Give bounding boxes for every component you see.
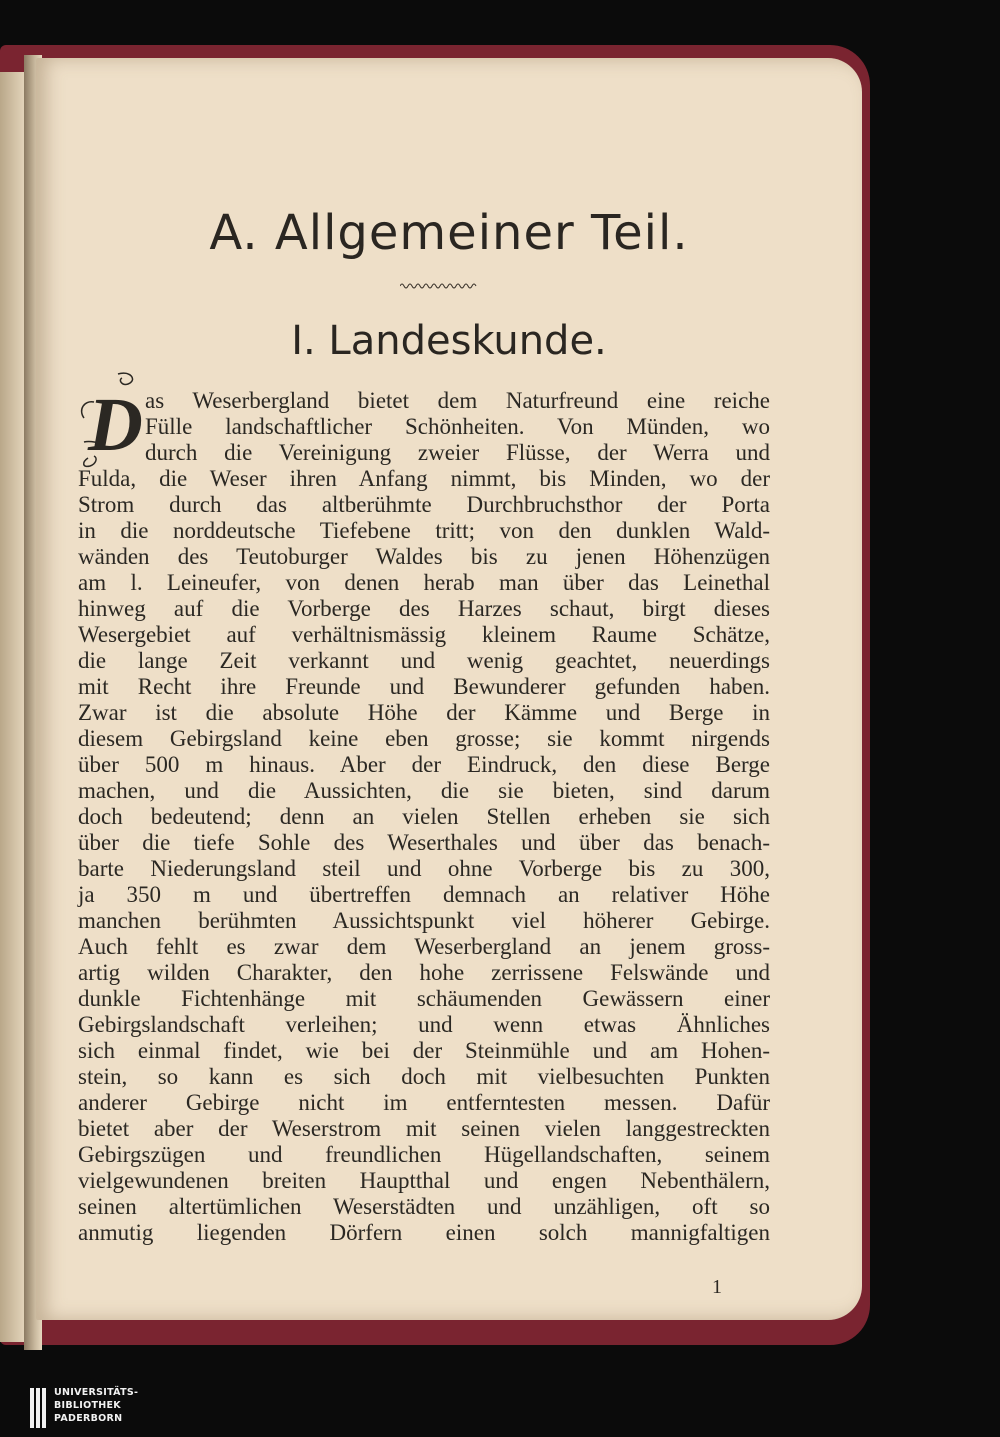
text-line: Wesergebiet auf verhältnismässig kleinem Raume Schätze, — [78, 622, 770, 647]
text-line: seinen altertümlichen Weserstädten und unzähligen, oft so — [78, 1194, 770, 1219]
text-line: am l. Leineufer, von denen herab man über das Leinethal — [78, 570, 770, 595]
initial-letter: D — [88, 383, 143, 467]
text-line: diesem Gebirgsland keine eben grosse; sie kommt nirgends — [78, 726, 770, 751]
text-line: doch bedeutend; denn an vielen Stellen erheben sie sich — [78, 804, 770, 829]
text-line: in die norddeutsche Tiefebene tritt; von den dunklen Wald- — [78, 518, 770, 543]
text-line: über die tiefe Sohle des Weserthales und über das benach- — [78, 830, 770, 855]
chapter-heading: I. Landeskunde. — [291, 318, 607, 364]
text-line: Gebirgslandschaft verleihen; und wenn etwas Ähnliches — [78, 1012, 770, 1037]
text-line: bietet aber der Weserstrom mit seinen vielen langgestreckten — [78, 1116, 770, 1141]
text-line: machen, und die Aussichten, die sie bieten, sind darum — [78, 778, 770, 803]
text-line: artig wilden Charakter, den hohe zerrissene Felswände und — [78, 960, 770, 985]
text-line: vielgewundenen breiten Hauptthal und engen Nebenthälern, — [78, 1168, 770, 1193]
text-line: as Weserbergland bietet dem Naturfreund eine reiche — [145, 388, 770, 413]
text-line: manchen berühmten Aussichtspunkt viel höherer Gebirge. — [78, 908, 770, 933]
section-heading: A. Allgemeiner Teil. — [209, 205, 689, 261]
logo-line: PADERBORN — [54, 1413, 123, 1424]
text-line: ja 350 m und übertreffen demnach an relativer Höhe — [78, 882, 770, 907]
text-line: dunkle Fichtenhänge mit schäumenden Gewässern einer — [78, 986, 770, 1011]
text-line: wänden des Teutoburger Waldes bis zu jenen Höhenzügen — [78, 544, 770, 569]
library-logo-text — [54, 1386, 154, 1425]
text-line: Fulda, die Weser ihren Anfang nimmt, bis Minden, wo der — [78, 466, 770, 491]
text-line: über 500 m hinaus. Aber der Eindruck, den diese Berge — [78, 752, 770, 777]
page-number: 1 — [712, 1276, 722, 1298]
ornament-divider — [400, 282, 478, 290]
library-logo — [30, 1386, 150, 1430]
text-line: die lange Zeit verkannt und wenig geachtet, neuerdings — [78, 648, 770, 673]
text-line: anderer Gebirge nicht im entferntesten messen. Dafür — [78, 1090, 770, 1115]
text-line: Auch fehlt es zwar dem Weserbergland an jenem gross- — [78, 934, 770, 959]
text-line: anmutig liegenden Dörfern einen solch mannigfaltigen — [78, 1220, 770, 1245]
text-line: mit Recht ihre Freunde und Bewunderer gefunden haben. — [78, 674, 770, 699]
text-line: Zwar ist die absolute Höhe der Kämme und Berge in — [78, 700, 770, 725]
library-logo-icon — [30, 1388, 50, 1428]
text-line: durch die Vereinigung zweier Flüsse, der Werra und — [145, 440, 770, 465]
text-line: stein, so kann es sich doch mit vielbesuchten Punkten — [78, 1064, 770, 1089]
text-line: Strom durch das altberühmte Durchbruchsthor der Porta — [78, 492, 770, 517]
logo-line: UNIVERSITÄTS- — [54, 1387, 139, 1398]
text-line: Gebirgszügen und freundlichen Hügellandschaften, seinem — [78, 1142, 770, 1167]
text-line: hinweg auf die Vorberge des Harzes schaut, birgt dieses — [78, 596, 770, 621]
logo-line: BIBLIOTHEK — [54, 1400, 121, 1411]
left-page-edge — [0, 72, 24, 1342]
text-line: Fülle landschaftlicher Schönheiten. Von Münden, wo — [145, 414, 770, 439]
text-line: sich einmal findet, wie bei der Steinmühle und am Hohen- — [78, 1038, 770, 1063]
text-line: barte Niederungsland steil und ohne Vorberge bis zu 300, — [78, 856, 770, 881]
decorated-initial — [78, 370, 148, 468]
